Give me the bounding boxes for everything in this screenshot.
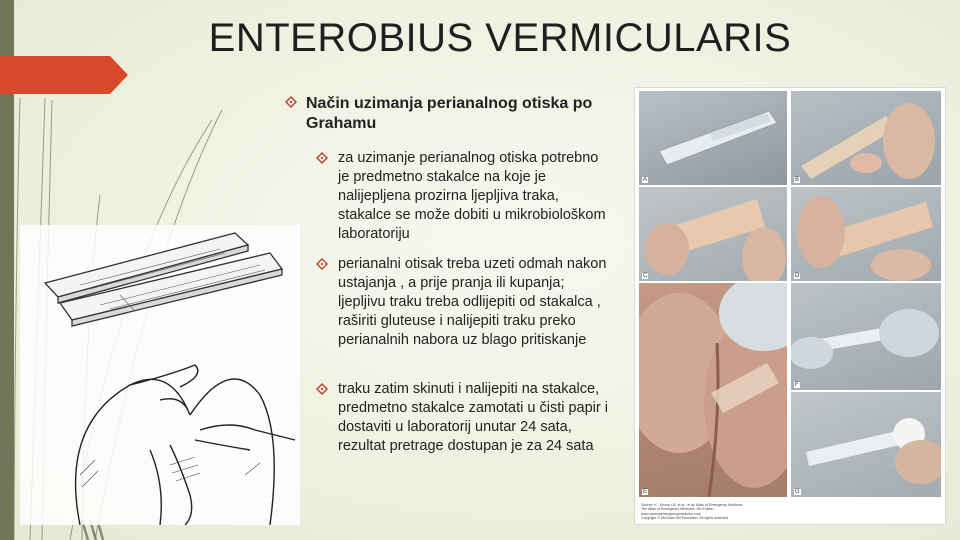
diamond-bullet-icon bbox=[316, 258, 328, 270]
photo-credit-line: www.accessemergencymedicine.com bbox=[641, 511, 701, 516]
perianal-application-photo bbox=[639, 283, 787, 497]
sub-bullet bbox=[338, 149, 613, 244]
tape-hands-photo bbox=[791, 187, 941, 281]
sub-bullet bbox=[338, 380, 613, 456]
photo-g bbox=[791, 392, 941, 497]
sub-bullet-text: za uzimanje perianalnog otiska potrebno je predmetno stakalce na koje je nalijepljena prozirna ljepljiva traka, stakalce se može dobiti u mikrobiološkom laboratoriju bbox=[338, 150, 606, 242]
procedure-photo-panel bbox=[634, 87, 946, 525]
cotton-swab-photo bbox=[791, 392, 941, 497]
diamond-bullet-icon bbox=[285, 96, 297, 108]
slide-title: ENTEROBIUS VERMICULARIS bbox=[208, 16, 792, 60]
photo-label: D bbox=[795, 273, 800, 279]
photo-credit-line: The Atlas of Emergency Medicine, 4th Edition, bbox=[641, 507, 715, 512]
diamond-bullet-icon bbox=[316, 383, 328, 395]
photo-label: F bbox=[795, 382, 799, 388]
sub-bullet-text: traku zatim skinuti i nalijepiti na stakalce, predmetno stakalce zamotati u čisti papir i dostaviti u laboratorij unutar 24 sata, rezultat pretrage dostupan je za 24 sata bbox=[338, 381, 608, 454]
red-title-banner bbox=[0, 56, 128, 94]
sub-bullet-text: perianalni otisak treba uzeti odmah nakon ustajanja , a prije pranja ili kupanja; ljepljivu traku treba odlijepiti od stakalca , raširiti gluteuse i nalijepiti traku preko perianalnih nabora uz blago pritiskanje bbox=[338, 256, 607, 348]
photo-label: B bbox=[795, 177, 800, 183]
photo-d bbox=[791, 187, 941, 281]
photo-credit bbox=[641, 503, 781, 521]
photo-credit-line: Source: K., Knoop LB, et al., et al: Atlas of Emergency Medicine, bbox=[641, 502, 744, 507]
sub-bullet bbox=[338, 255, 613, 350]
diamond-bullet-icon bbox=[316, 152, 328, 164]
photo-a bbox=[639, 91, 787, 185]
photo-f bbox=[791, 283, 941, 390]
main-bullet-text: Način uzimanja perianalnog otiska po Grahamu bbox=[306, 95, 593, 132]
photo-label: G bbox=[795, 489, 800, 495]
photo-label: E bbox=[643, 489, 648, 495]
tape-peel-photo bbox=[791, 91, 941, 185]
photo-e bbox=[639, 283, 787, 497]
main-bullet bbox=[285, 94, 615, 134]
tape-on-slide-photo bbox=[639, 187, 787, 281]
photo-credit-line: Copyright © McGraw-Hill Education. All rights reserved. bbox=[641, 516, 730, 521]
photo-c bbox=[639, 187, 787, 281]
photo-label: C bbox=[643, 273, 648, 279]
glass-slide-photo bbox=[639, 91, 787, 185]
photo-label: A bbox=[643, 177, 648, 183]
sampling-illustration bbox=[20, 225, 300, 525]
photo-b bbox=[791, 91, 941, 185]
slide-gloved-photo bbox=[791, 283, 941, 390]
